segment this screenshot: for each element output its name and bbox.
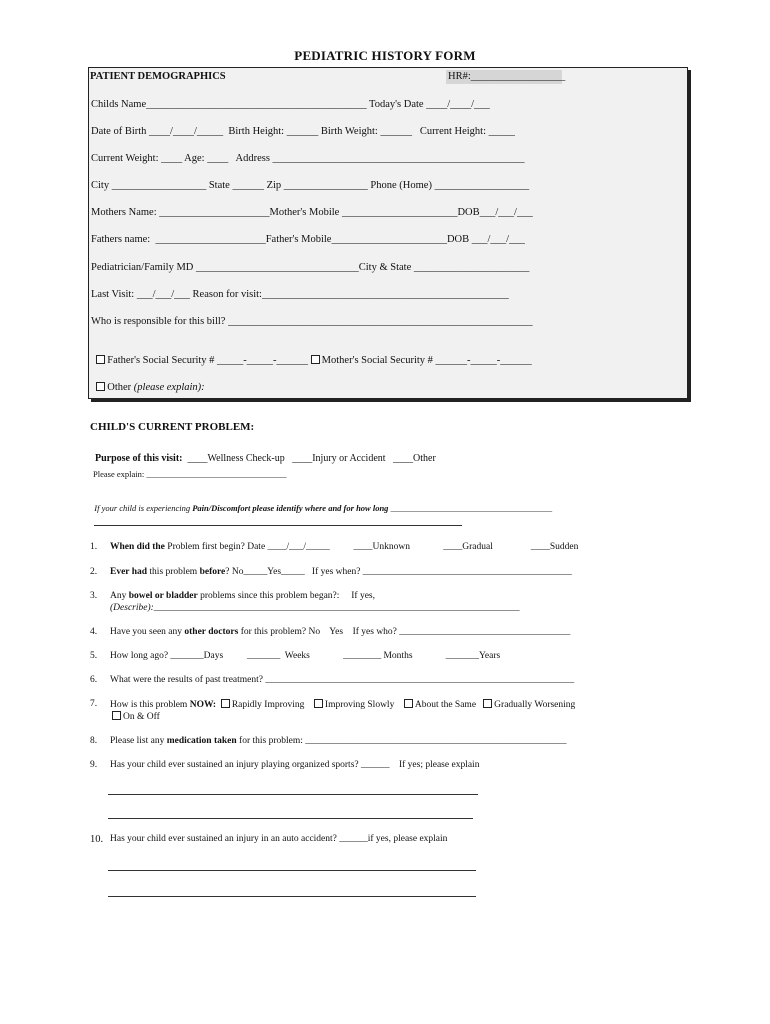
- question-5[interactable]: How long ago? _______Days _______ Weeks ________ Months _______Years: [110, 651, 501, 661]
- hr-number-field[interactable]: HR#:__________________: [448, 71, 566, 82]
- question-number: 7.: [90, 699, 98, 709]
- pain-prefix: If your child is experiencing: [94, 503, 193, 513]
- question-7-on-off: On & Off: [112, 711, 160, 722]
- purpose-options[interactable]: ____Wellness Check-up ____Injury or Accident ____Other: [182, 453, 436, 464]
- question-number: 8.: [90, 736, 98, 746]
- mothers-ss-label: Mother's Social Security # ______-_____-______: [321, 355, 532, 366]
- question-number: 3.: [90, 591, 98, 601]
- current-weight-line[interactable]: Current Weight: ____ Age: ____ Address ________________________________________________: [91, 153, 525, 164]
- other-line: [91, 371, 205, 393]
- question-9[interactable]: Has your child ever sustained an injury playing organized sports? ______ If yes; please explain: [110, 760, 480, 770]
- other-hint: (please explain):: [133, 382, 205, 393]
- about-same-checkbox[interactable]: [404, 699, 413, 708]
- pain-answer-rule[interactable]: [94, 525, 462, 526]
- question-3-describe[interactable]: (Describe):_____________________________________________________________________________: [110, 603, 520, 613]
- question-number: 9.: [90, 760, 98, 770]
- demographics-heading: PATIENT DEMOGRAPHICS: [90, 71, 226, 82]
- question-10[interactable]: Has your child ever sustained an injury in an auto accident? ______if yes, please explain: [110, 834, 448, 844]
- childs-name-line[interactable]: Childs Name__________________________________________ Today's Date ____/____/___: [91, 99, 490, 110]
- pain-line: [90, 493, 552, 513]
- question-number: 1.: [90, 542, 98, 552]
- last-visit-line[interactable]: Last Visit: ___/___/___ Reason for visit:_______________________________________________: [91, 289, 509, 300]
- current-problem-heading: CHILD'S CURRENT PROBLEM:: [90, 421, 255, 433]
- purpose-label: Purpose of this visit:: [95, 453, 183, 464]
- pain-bold: Pain/Discomfort please identify where and for how long: [192, 503, 389, 513]
- other-checkbox[interactable]: [96, 382, 105, 391]
- mothers-ss-checkbox[interactable]: [311, 355, 320, 364]
- question-10-answer-rule[interactable]: [108, 896, 476, 897]
- on-off-checkbox[interactable]: [112, 711, 121, 720]
- question-3[interactable]: Any bowel or bladder problems since this problem began?: If yes,: [110, 591, 376, 601]
- other-label: Other: [107, 382, 134, 393]
- form-title: PEDIATRIC HISTORY FORM: [294, 48, 476, 63]
- question-6[interactable]: What were the results of past treatment? _________________________________________________________________: [110, 675, 575, 685]
- pain-blank[interactable]: ______________________________________: [388, 503, 553, 513]
- question-1[interactable]: When did the Problem first begin? Date ____/___/_____ ____Unknown ____Gradual ____Sudden: [110, 542, 579, 552]
- mothers-name-line[interactable]: Mothers Name: _____________________Mother's Mobile ______________________DOB___/___/___: [91, 207, 533, 218]
- social-security-line: [91, 344, 532, 366]
- question-9-answer-rule[interactable]: [108, 818, 473, 819]
- question-number: 2.: [90, 567, 98, 577]
- purpose-line: [90, 442, 436, 464]
- question-8[interactable]: Please list any medication taken for this problem: _______________________________________________________: [110, 736, 567, 746]
- question-number: 5.: [90, 651, 98, 661]
- city-state-line[interactable]: City __________________ State ______ Zip ________________ Phone (Home) __________________: [91, 180, 530, 191]
- rapidly-improving-checkbox[interactable]: [221, 699, 230, 708]
- responsible-bill-line[interactable]: Who is responsible for this bill? __________________________________________________________: [91, 316, 533, 327]
- question-7: How is this problem NOW: Rapidly Improving Improving Slowly About the Same Gradually Worsening: [110, 700, 576, 710]
- pediatrician-line[interactable]: Pediatrician/Family MD _______________________________City & State ______________________: [91, 262, 530, 273]
- fathers-ss-checkbox[interactable]: [96, 355, 105, 364]
- fathers-name-line[interactable]: Fathers name: _____________________Father's Mobile______________________DOB ___/___/___: [91, 234, 525, 245]
- improving-slowly-checkbox[interactable]: [314, 699, 323, 708]
- fathers-ss-label: Father's Social Security # _____-_____-______: [107, 355, 309, 366]
- gradually-worsening-checkbox[interactable]: [483, 699, 492, 708]
- question-2[interactable]: Ever had this problem before? No_____Yes_____ If yes when? ____________________________________________: [110, 567, 572, 577]
- please-explain-line[interactable]: Please explain: _________________________________: [93, 469, 287, 479]
- question-4[interactable]: Have you seen any other doctors for this problem? No Yes If yes who? ____________________________________: [110, 627, 571, 637]
- question-number: 4.: [90, 627, 98, 637]
- question-number: 10.: [90, 834, 104, 845]
- question-10-answer-rule[interactable]: [108, 870, 476, 871]
- question-number: 6.: [90, 675, 98, 685]
- question-9-answer-rule[interactable]: [108, 794, 478, 795]
- date-of-birth-line[interactable]: Date of Birth ____/____/_____ Birth Height: ______ Birth Weight: ______ Current Height: _____: [91, 126, 515, 137]
